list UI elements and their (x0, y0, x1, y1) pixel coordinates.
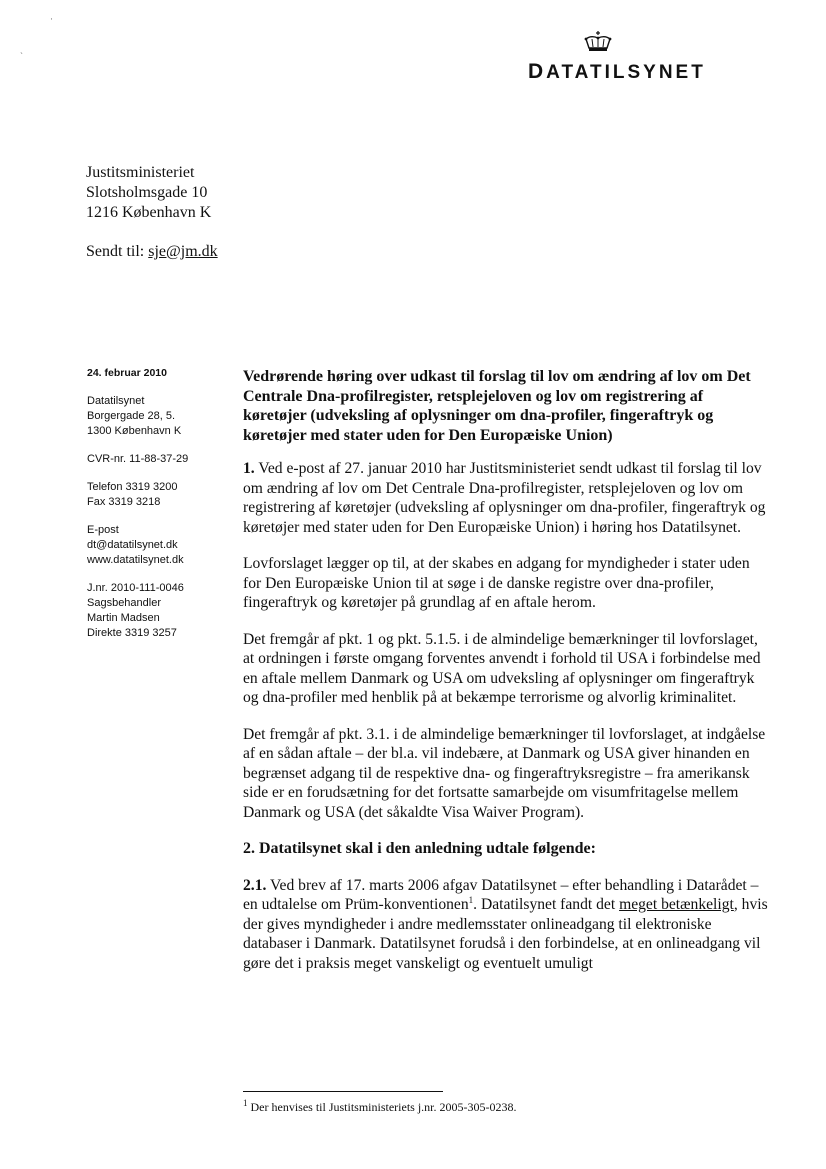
paragraph-number: 2.1. (243, 876, 267, 894)
addressee-block (86, 163, 211, 223)
sender-street: Borgergade 28, 5. (87, 410, 176, 422)
paragraph-text: Ved e-post af 27. januar 2010 har Justitsministeriet sendt udkast til forslag til lov om ændring af lov om Det Centrale Dna-profilregister, retsplejeloven og lov om registrering af køretøjer (udveksling af oplysninger om dna-profiler, fingeraftryk og køretøjer med stater uden for Den Europæiske Union) i høring hos Datatilsynet. (243, 460, 766, 536)
sender-web-link[interactable]: www.datatilsynet.dk (87, 554, 184, 566)
sender-address (87, 394, 227, 439)
scan-mark: · (50, 14, 53, 24)
sender-email-label: E-post (87, 524, 119, 536)
case-handler-name: Martin Madsen (87, 612, 160, 624)
footnote (243, 1100, 516, 1115)
sent-to-line (86, 243, 218, 261)
sender-contact-block (87, 523, 227, 568)
paragraph-5 (243, 876, 768, 974)
case-handler-label: Sagsbehandler (87, 597, 162, 609)
sender-sidebar (87, 366, 227, 641)
letter-title: Vedrørende høring over udkast til forslag til lov om ændring af lov om Det Centrale Dna-profilregister, retsplejeloven og lov om registrering af køretøjer (udveksling af oplysninger om dna-profiler, fingeraftryk og køretøjer med stater uden for Den Europæiske Union) (243, 368, 751, 444)
footnote-number: 1 (243, 1098, 248, 1108)
scan-mark: ˏ (20, 44, 23, 54)
sender-org: Datatilsynet (87, 395, 145, 407)
paragraph-number: 1. (243, 460, 255, 477)
sent-to-label: Sendt til: (86, 243, 149, 260)
case-block (87, 581, 227, 641)
paragraph-text: . Datatilsynet fandt det (473, 896, 620, 913)
addressee-line: 1216 København K (86, 204, 212, 221)
underlined-text: meget betænkeligt (619, 896, 734, 913)
letter-date: 24. februar 2010 (87, 367, 167, 379)
logo-initial: D (528, 60, 547, 83)
sender-email-link[interactable]: dt@datatilsynet.dk (87, 539, 178, 551)
sender-phone: Telefon 3319 3200 (87, 481, 178, 493)
paragraph-4: Det fremgår af pkt. 3.1. i de almindelige bemærkninger til lovforslaget, at indgåelse af en sådan aftale – der bl.a. vil indebære, at Danmark og USA giver hinanden en begrænset adgang til de respektive dna- og fingeraftryksregistre – fra amerikansk side er en forudsætning for det fortsatte samarbejde om visumfritagelse mellem Danmark og USA (det såkaldte Visa Waiver Program). (243, 725, 766, 821)
sender-fax: Fax 3319 3218 (87, 496, 161, 508)
paragraph-text: , hvis der gives myndigheder i andre medlemsstater onlineadgang til elektroniske databaser i Danmark. Datatilsynet forudså i den forbindelse, at en onlineadgang vil gøre det i praksis meget vanskeligt og eventuelt umuligt (243, 896, 768, 972)
paragraph-3: Det fremgår af pkt. 1 og pkt. 5.1.5. i de almindelige bemærkninger til lovforslaget, at ordningen i første omgang forventes anvendt i forhold til USA i forbindelse med en aftale mellem Danmark og USA om udveksling af oplysninger om fingeraftryk og dna-profiler med henblik på at bekæmpe terrorisme og alvorlig kriminalitet. (243, 630, 761, 706)
footnote-text: Der henvises til Justitsministeriets j.nr. 2005-305-0238. (247, 1100, 517, 1114)
footnote-divider (243, 1091, 443, 1092)
paragraph-text: Ved brev af 17. marts 2006 afgav Datatilsynet – efter behandling i Datarådet – en udtalelse om Prüm-konventionen (243, 876, 759, 913)
sender-phone-block (87, 480, 227, 510)
logo-wordmark (528, 60, 706, 84)
paragraph-2: Lovforslaget lægger op til, at der skabes en adgang for myndigheder i stater uden for Den Europæiske Union til at søge i de danske registre over dna-profiler, fingeraftryk og køretøjer på grundlag af en aftale herom. (243, 555, 750, 611)
letter-body (243, 367, 768, 990)
case-handler-direct: Direkte 3319 3257 (87, 627, 177, 639)
section-heading-2: 2. Datatilsynet skal i den anledning udtale følgende: (243, 840, 596, 857)
paragraph-1 (243, 459, 768, 537)
addressee-line: Justitsministeriet (86, 164, 195, 181)
addressee-line: Slotsholmsgade 10 (86, 184, 208, 201)
case-number: J.nr. 2010-111-0046 (87, 582, 184, 594)
sender-city: 1300 København K (87, 425, 182, 437)
sender-cvr: CVR-nr. 11-88-37-29 (87, 453, 189, 465)
crown-logo-icon (583, 30, 613, 54)
logo-rest: ATATILSYNET (546, 62, 706, 83)
sent-to-email-link[interactable]: sje@jm.dk (148, 243, 218, 260)
footnote-ref[interactable]: 1 (468, 894, 474, 905)
